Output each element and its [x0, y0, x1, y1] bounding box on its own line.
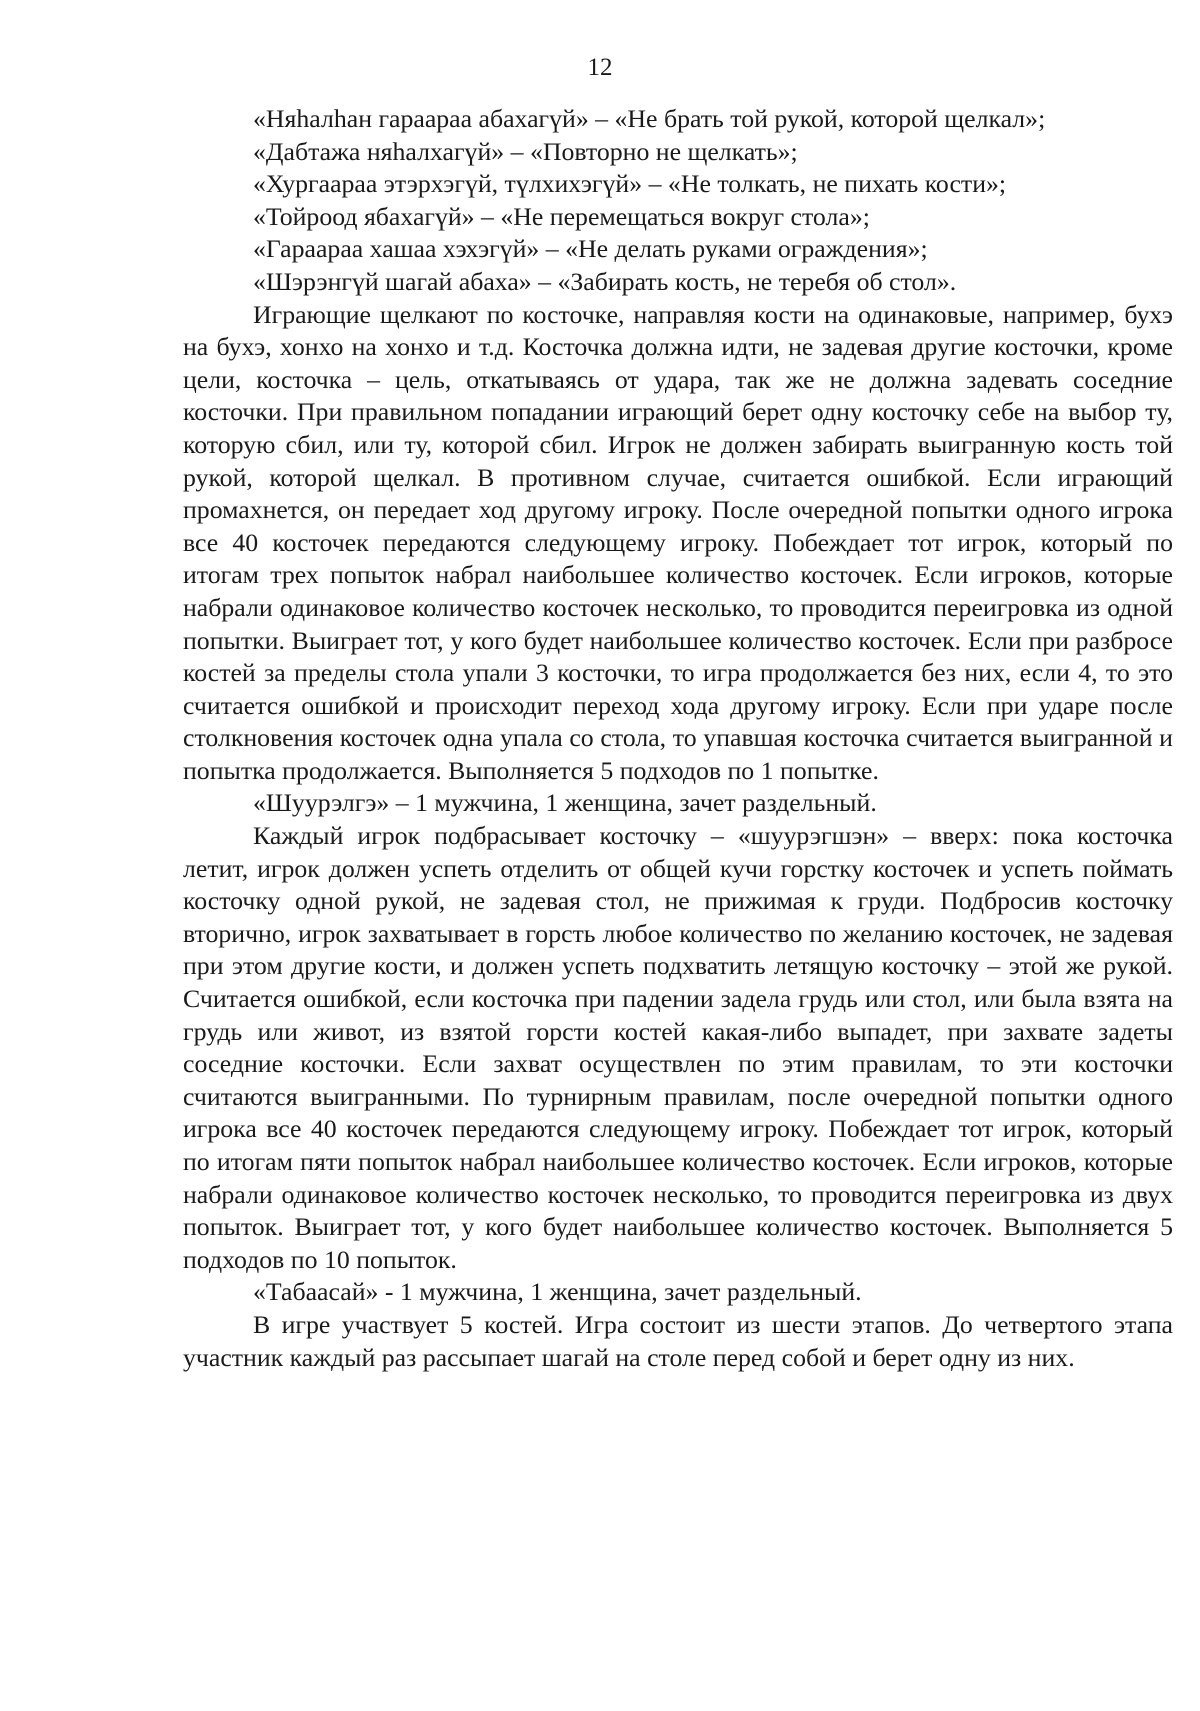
- rule-line: «Няhалhан гараараа абахагүй» – «Не брать той рукой, которой щелкал»;: [253, 104, 1046, 133]
- rule-line: «Хургаараа этэрхэгүй, түлхихэгүй» – «Не толкать, не пихать кости»;: [253, 169, 1007, 199]
- page-number: 12: [587, 54, 613, 81]
- body-paragraph: В игре участвует 5 костей. Игра состоит из шести этапов. До четвертого этапа участник каждый раз рассыпает шагай на столе перед собой и берет одну из них.: [183, 1309, 1173, 1372]
- game-heading: «Табаасай» - 1 мужчина, 1 женщина, зачет раздельный.: [253, 1277, 862, 1307]
- rule-line: «Шэрэнгүй шагай абаха» – «Забирать кость, не теребя об стол».: [253, 266, 957, 296]
- rule-line: «Гараараа хашаа хэхэгүй» – «Не делать руками ограждения»;: [253, 234, 928, 264]
- body-paragraph: Каждый игрок подбрасывает косточку – «шуурэгшэн» – вверх: пока косточка летит, игрок должен успеть отделить от общей кучи горстку косточек и успеть поймать косточку одной рукой, не задевая стол, не прижимая к груди. Подбросив косточку вторично, игрок захватывает в горсть любое количество по желанию косточек, не задевая при этом другие кости, и должен успеть подхватить летящую косточку – этой же рукой. Считается ошибкой, если косточка при падении задела грудь или стол, или была взята на грудь или живот, из взятой горсти костей какая-либо выпадет, при захвате задеты соседние косточки. Если захват осуществлен по этим правилам, то эти косточки считаются выигранными. По турнирным правилам, после очередной попытки одного игрока все 40 косточек передаются следующему игроку. Побеждает тот игрок, который по итогам пяти попыток набрал наибольшее количество косточек. Если игроков, которые набрали одинаковое количество косточек несколько, то проводится переигровка из двух попыток. Выиграет тот, у кого будет наибольшее количество косточек. Выполняется 5 подходов по 10 попыток.: [183, 821, 1173, 1274]
- page-content: [183, 103, 1173, 1374]
- game-heading: «Шуурэлгэ» – 1 мужчина, 1 женщина, зачет раздельный.: [253, 788, 877, 818]
- rule-line: «Тойроод ябахагүй» – «Не перемещаться вокруг стола»;: [253, 201, 870, 231]
- rule-line: «Дабтажа няhалхагүй» – «Повторно не щелкать»;: [253, 136, 798, 166]
- body-paragraph: Играющие щелкают по косточке, направляя кости на одинаковые, например, бухэ на бухэ, хонхо на хонхо и т.д. Косточка должна идти, не задевая другие косточки, кроме цели, косточка – цель, откатываясь от удара, так же не должна задевать соседние косточки. При правильном попадании играющий берет одну косточку себе на выбор ту, которую сбил, или ту, которой сбил. Игрок не должен забирать выигранную кость той рукой, которой щелкал. В противном случае, считается ошибкой. Если играющий промахнется, он передает ход другому игроку. После очередной попытки одного игрока все 40 косточек передаются следующему игроку. Побеждает тот игрок, который по итогам трех попыток набрал наибольшее количество косточек. Если игроков, которые набрали одинаковое количество косточек несколько, то проводится переигровка из одной попытки. Выиграет тот, у кого будет наибольшее количество косточек. Если при разбросе костей за пределы стола упали 3 косточки, то игра продолжается без них, если 4, то это считается ошибкой и происходит переход хода другому игроку. Если при ударе после столкновения косточек одна упала со стола, то упавшая косточка считается выигранной и попытка продолжается. Выполняется 5 подходов по 1 попытке.: [183, 299, 1173, 785]
